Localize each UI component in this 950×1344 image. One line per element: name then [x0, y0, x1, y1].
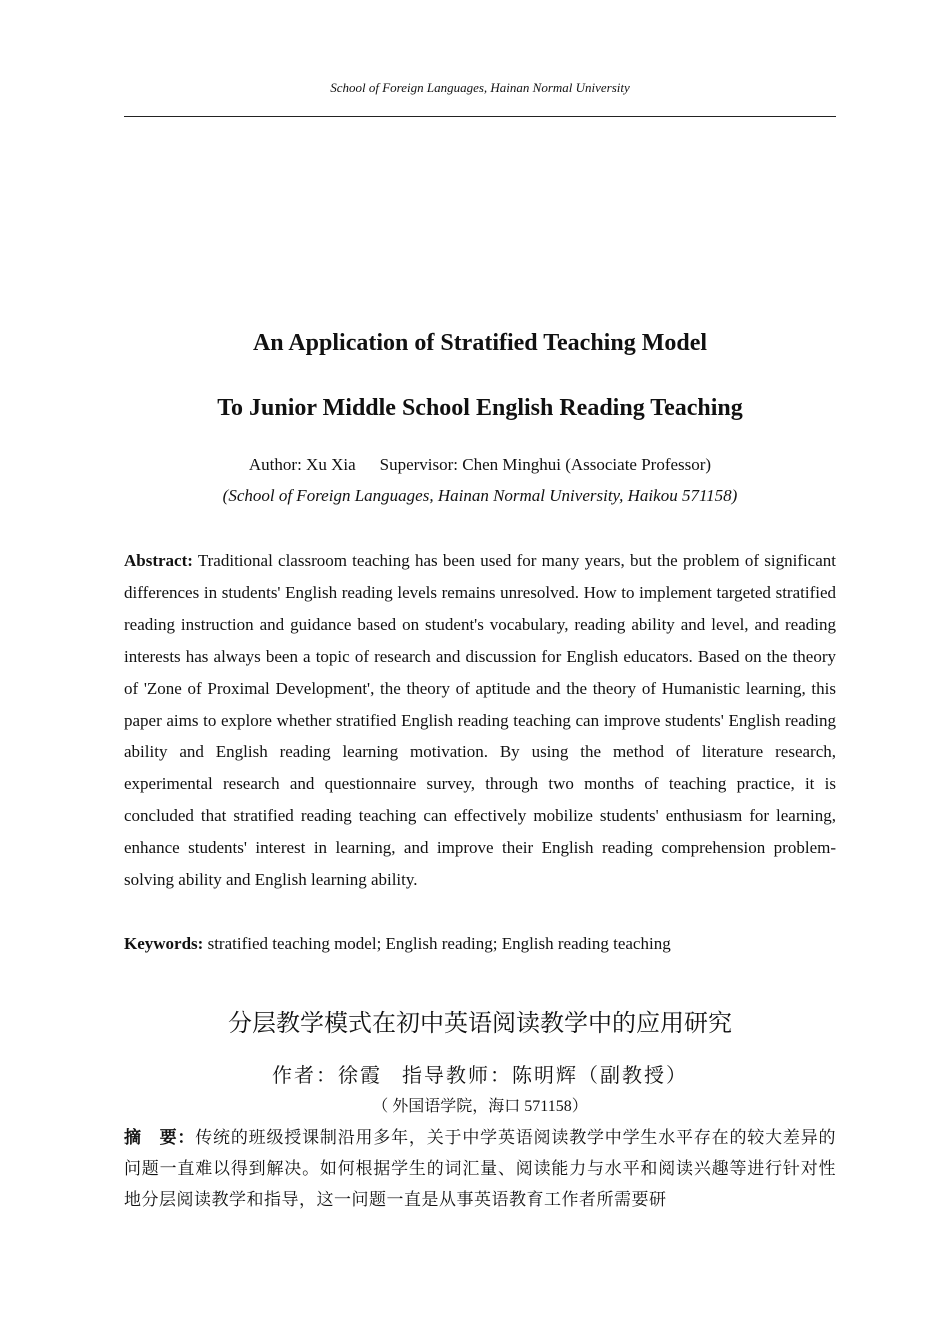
abstract-zh-text: 传统的班级授课制沿用多年，关于中学英语阅读教学中学生水平存在的较大差异的问题一直难以得到解决。如何根据学生的词汇量、阅读能力与水平和阅读兴趣等进行针对性地分层阅读教学和指导，这一问题一直是从事英语教育工作者所需要研 — [124, 1128, 837, 1209]
keywords-label: Keywords: — [124, 934, 204, 953]
title-en-line-2: To Junior Middle School English Reading Teaching — [217, 395, 743, 421]
author-name: Author: Xu Xia — [248, 455, 356, 474]
supervisor-zh: 指导教师：陈明辉（副教授） — [402, 1063, 688, 1087]
keywords-text: stratified teaching model; English reading; English reading teaching — [207, 934, 671, 953]
abstract-zh-label: 摘 要： — [124, 1128, 196, 1147]
author-zh: 作者：徐霞 — [272, 1063, 382, 1087]
title-zh: 分层教学模式在初中英语阅读教学中的应用研究 — [228, 1009, 732, 1037]
abstract-zh — [124, 1122, 836, 1215]
running-header: School of Foreign Languages, Hainan Normal University — [330, 80, 630, 95]
supervisor-name: Supervisor: Chen Minghui (Associate Professor) — [379, 455, 712, 474]
authors-line — [124, 455, 836, 475]
affiliation-zh: （ 外国语学院，海口 571158） — [372, 1098, 588, 1115]
abstract-en — [124, 545, 836, 896]
abstract-text: Traditional classroom teaching has been used for many years, but the problem of significant differences in students' English reading levels remains unresolved. How to implement targeted stratified reading instruction and guidance based on student's vocabulary, reading ability and level, and reading interests has always been a topic of research and discussion for English educators. Based on the theory of 'Zone of Proximal Development', the theory of aptitude and the theory of Humanistic learning, this paper aims to explore whether stratified English reading teaching can improve students' English reading ability and English reading learning motivation. By using the method of literature research, experimental research and questionnaire survey, through two months of teaching practice, it is concluded that stratified reading teaching can effectively mobilize students' enthusiasm for learning, enhance students' interest in learning, and improve their English reading comprehension problem-solving ability and English learning ability. — [124, 551, 836, 890]
affiliation: (School of Foreign Languages, Hainan Normal University, Haikou 571158) — [222, 486, 738, 505]
abstract-label: Abstract: — [124, 551, 193, 570]
header-rule — [124, 116, 836, 117]
keywords-en — [124, 928, 836, 960]
title-en-line-1: An Application of Stratified Teaching Model — [252, 330, 708, 356]
authors-zh-line — [124, 1059, 836, 1088]
